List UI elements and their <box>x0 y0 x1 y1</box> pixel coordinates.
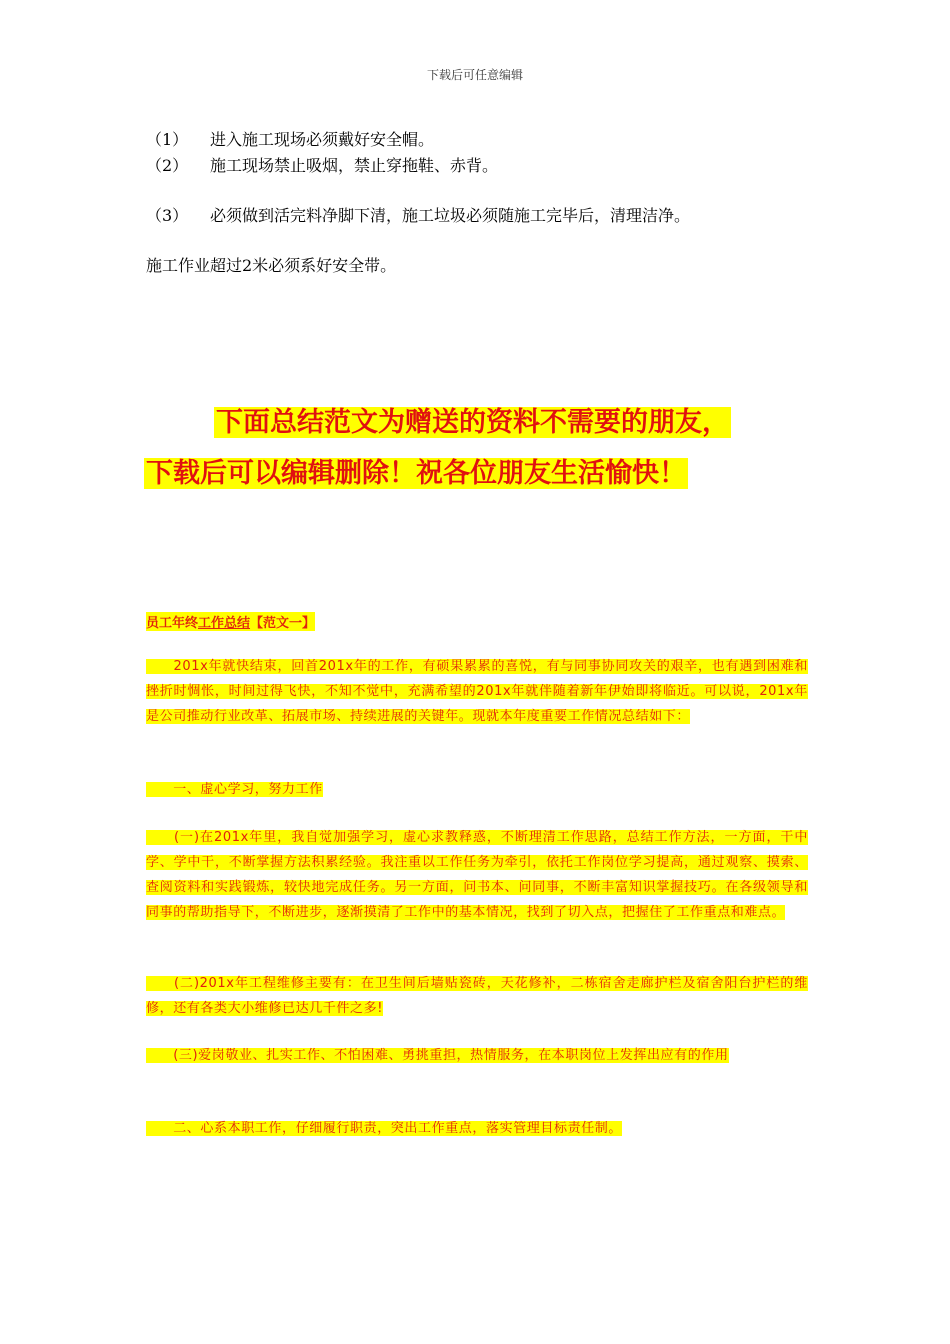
summary-title: 员工年终工作总结【范文一】 <box>146 612 315 631</box>
summary-heading-1: 一、虚心学习，努力工作 <box>146 782 323 797</box>
summary-title-link[interactable]: 工作总结 <box>198 616 251 631</box>
rule-item-3 <box>146 203 690 226</box>
rule-text: 进入施工现场必须戴好安全帽。 <box>210 130 435 149</box>
promo-line-2: 下载后可以编辑删除！祝各位朋友生活愉快！ <box>146 458 686 489</box>
promo-line-1: 下面总结范文为赠送的资料不需要的朋友， <box>216 407 729 438</box>
rule-text: 必须做到活完料净脚下清，施工垃圾必须随施工完毕后，清理洁净。 <box>210 206 691 225</box>
rule-item-1 <box>146 127 434 150</box>
rule-number: （1） <box>146 130 189 149</box>
summary-paragraph-3: (二)201x年工程维修主要有：在卫生间后墙贴瓷砖，天花修补，二栋宿舍走廊护栏及宿舍阳台护栏的维修，还有各类大小维修已达几千件之多! <box>146 976 808 1016</box>
summary-heading-2: 二、心系本职工作，仔细履行职责，突出工作重点，落实管理目标责任制。 <box>146 1121 623 1136</box>
rule-extra: 施工作业超过2米必须系好安全带。 <box>146 256 397 275</box>
rule-number: （2） <box>146 156 189 175</box>
page-header: 下载后可任意编辑 <box>426 68 523 82</box>
summary-paragraph-2: (一)在201x年里，我自觉加强学习，虚心求教释惑，不断理清工作思路，总结工作方法，一方面，干中学、学中干，不断掌握方法积累经验。我注重以工作任务为牵引，依托工作岗位学习提高，通过观察、摸索、查阅资料和实践锻炼，较快地完成任务。另一方面，问书本、问同事，不断丰富知识掌握技巧。在各级领导和同事的帮助指导下，不断进步，逐渐摸清了工作中的基本情况，找到了切入点，把握住了工作重点和难点。 <box>146 830 808 920</box>
rule-text: 施工现场禁止吸烟，禁止穿拖鞋、赤背。 <box>210 156 499 175</box>
rule-number: （3） <box>146 206 189 225</box>
rule-item-2 <box>146 153 498 176</box>
summary-paragraph-1: 201x年就快结束，回首201x年的工作，有硕果累累的喜悦，有与同事协同攻关的艰辛，也有遇到困难和挫折时惆怅，时间过得飞快，不知不觉中，充满希望的201x年就伴随着新年伊始即将临近。可以说，201x年是公司推动行业改革、拓展市场、持续进展的关键年。现就本年度重要工作情况总结如下： <box>146 659 808 724</box>
summary-paragraph-4: (三)爱岗敬业、扎实工作、不怕困难、勇挑重担，热情服务，在本职岗位上发挥出应有的作用 <box>146 1048 729 1063</box>
